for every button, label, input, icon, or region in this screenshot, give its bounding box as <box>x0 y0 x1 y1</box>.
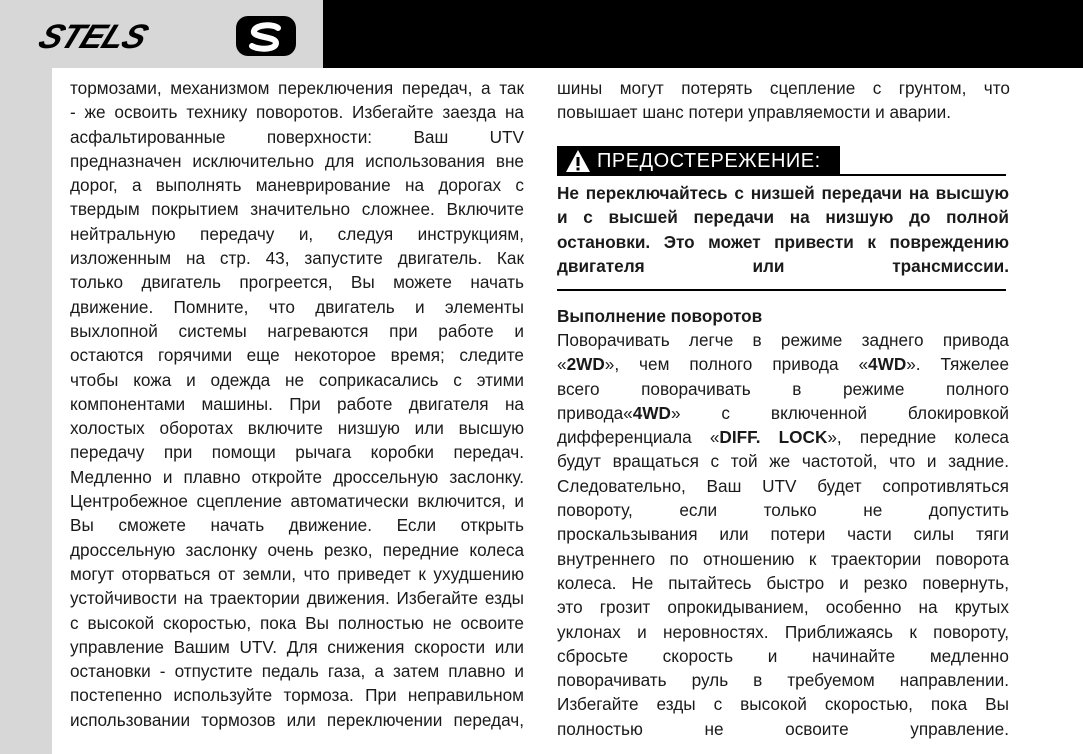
text-line: шины могут потерять сцепление с грунтом, что <box>557 78 1010 98</box>
text-line: твердым покрытием значительно сложнее. Включите <box>70 199 524 220</box>
right-column-intro <box>557 76 1010 125</box>
left-sidebar-band <box>0 0 52 754</box>
text-line: проскальзывания или потери части силы тяги <box>557 524 1009 545</box>
text-line: Центробежное сцепление автоматически включится, и <box>70 491 524 512</box>
text-line: постепенно используйте тормоза. При неправильном <box>70 685 524 706</box>
text-line: повороту, если только не допустить <box>557 500 1009 521</box>
text-line: устойчивости на траектории движения. Избегайте езды <box>70 588 524 609</box>
text-line: предназначен исключительно для использования вне <box>70 150 524 171</box>
text-line: всего поворачивать в режиме полного <box>557 378 1009 399</box>
text-line: с высокой скоростью, пока Вы полностью не освоите <box>70 612 524 633</box>
warning-heading <box>557 146 840 176</box>
text-line: дроссельную заслонку очень резко, передние колеса <box>70 539 524 560</box>
text-line: «2WD», чем полного привода «4WD». Тяжелее <box>557 354 1010 375</box>
stels-logo <box>28 14 308 58</box>
warning-title: ПРЕДОСТЕРЕЖЕНИЕ: <box>597 149 821 172</box>
text-line: остановки. Это может привести к повреждению <box>557 231 1009 252</box>
text-line: дорог, а выполнять маневрирование на дорогах с <box>70 175 524 196</box>
text-line: колеса. Не пытайтесь быстро и резко повернуть, <box>557 572 1009 593</box>
text-line: только двигатель прогреется, Вы можете начать <box>70 272 524 293</box>
text-line: выхлопной системы нагреваются при работе и <box>70 320 524 341</box>
text-line: нейтральную передачу и, следуя инструкциям, <box>70 223 524 244</box>
text-line: уклонах и неровностях. Приближаясь к повороту, <box>557 621 1009 642</box>
text-line: дифференциала «DIFF. LOCK», передние колеса <box>557 427 1009 448</box>
text-line: внутреннего по отношению к траектории поворота <box>557 548 1009 569</box>
text-line: - же освоить технику поворотов. Избегайте заезда на <box>70 102 524 123</box>
text-line: остановки - отпустите педаль газа, а затем плавно и <box>70 661 524 682</box>
text-line: управление Вашим UTV. Для снижения скорости или <box>70 636 524 657</box>
left-column-text <box>70 76 524 732</box>
text-line: компонентами машины. При работе двигателя на <box>70 393 524 414</box>
text-line: будут вращаться с той же частотой, что и задние. <box>557 451 1009 472</box>
text-line: Следовательно, Ваш UTV будет сопротивляться <box>557 475 1009 496</box>
text-line: сбросьте скорость и начинайте медленно <box>557 645 1009 666</box>
text-line: асфальтированные поверхности: Ваш UTV <box>70 126 524 147</box>
warning-title-rule <box>840 174 1006 176</box>
warning-bottom-rule <box>557 289 1006 291</box>
header-black-bar <box>323 0 1083 68</box>
text-line: двигателя или трансмиссии. <box>557 255 1009 276</box>
turning-body <box>557 328 1009 741</box>
warning-body <box>557 181 1009 278</box>
text-line: холостых оборотах включите низшую или высшую <box>70 418 524 439</box>
text-line: полностью не освоите управление. <box>557 718 1009 739</box>
section-title-turning: Выполнение поворотов <box>557 306 763 326</box>
text-line: остаются горячими еще некоторое время; следите <box>70 345 524 366</box>
text-line: движение. Помните, что двигатель и элементы <box>70 296 524 317</box>
text-line: изложенным на стр. 43, запустите двигатель. Как <box>70 248 524 269</box>
text-line: могут оторваться от земли, что приведет к ухудшению <box>70 563 524 584</box>
text-line: это грозит опрокидыванием, особенно на крутых <box>557 597 1009 618</box>
logo-area <box>0 0 323 68</box>
stels-s-emblem-icon <box>236 16 296 56</box>
text-line: повышает шанс потери управляемости и аварии. <box>557 102 952 123</box>
text-line: Поворачивать легче в режиме заднего привода <box>557 330 1009 350</box>
text-line: использовании тормозов или переключении передач, <box>70 709 524 730</box>
text-line: Избегайте езды с высокой скоростью, пока Вы <box>557 694 1009 715</box>
text-line: поворачивать руль в требуемом направлении. <box>557 670 1009 691</box>
text-line: тормозами, механизмом переключения передач, а так <box>70 78 524 98</box>
text-line: и с высшей передачи на низшую до полной <box>557 207 1009 228</box>
text-line: передачу при помощи рычага коробки передач. <box>70 442 524 463</box>
text-line: Медленно и плавно откройте дроссельную заслонку. <box>70 466 524 487</box>
text-line: Вы сможете начать движение. Если открыть <box>70 515 524 536</box>
logo-wordmark: STELS <box>33 18 153 56</box>
text-line: Не переключайтесь с низшей передачи на высшую <box>557 183 1009 203</box>
text-line: чтобы кожа и одежда не соприкасались с этими <box>70 369 524 390</box>
warning-triangle-icon <box>565 149 591 173</box>
text-line: привода«4WD» с включенной блокировкой <box>557 402 1009 423</box>
